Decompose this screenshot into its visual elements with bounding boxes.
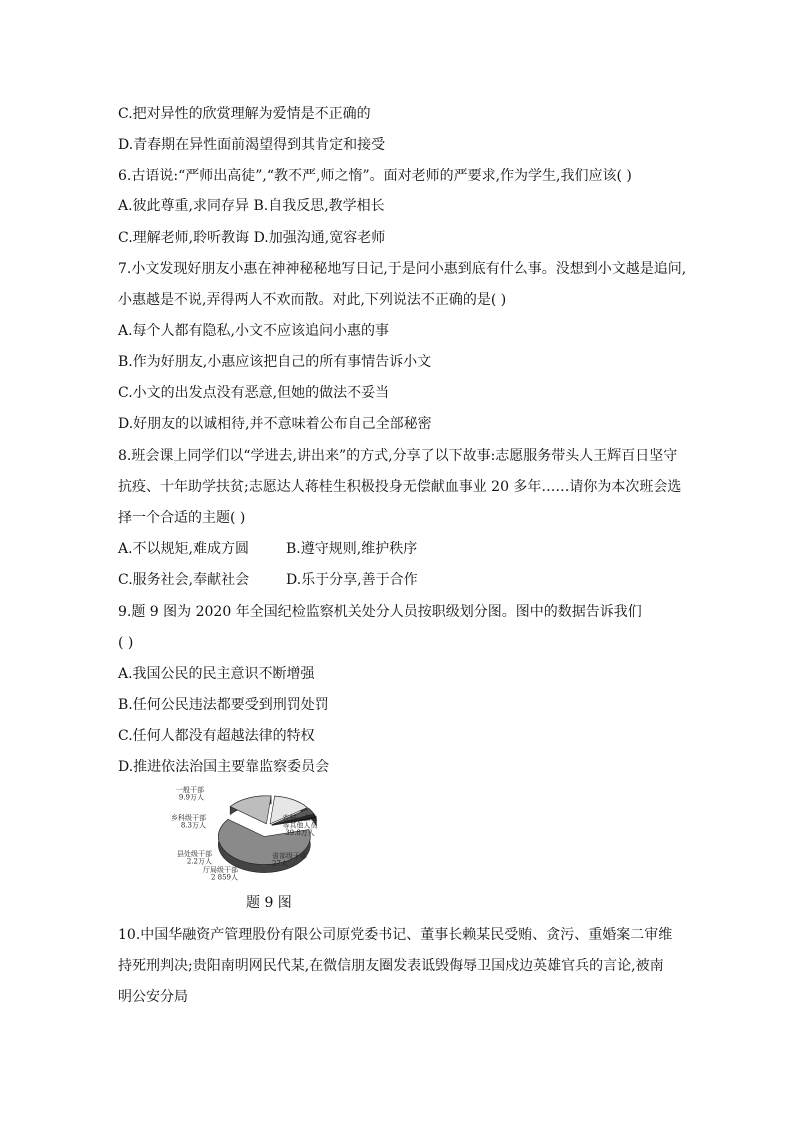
pie-label-5-0: 省部级干部 [272, 852, 307, 860]
q7-stem-line2: 小惠越是不说,弄得两人不欢而散。对此,下列说法不正确的是( ) [118, 292, 507, 308]
q8-stem-line2: 抗疫、十年助学扶贫;志愿达人蒋桂生积极投身无偿献血事业 20 多年……请你为本次班会选 [118, 479, 682, 495]
q7-option-c: C.小文的出发点没有恶意,但她的做法不妥当 [118, 385, 390, 401]
q7-stem-line1: 7.小文发现好朋友小惠在神神秘秘地写日记,于是问小惠到底有什么事。没想到小文越是追问, [118, 261, 687, 277]
pie-chart-svg [160, 782, 400, 882]
pie-label-3-1: 2.2万人 [186, 857, 212, 866]
q8-stem-line3: 择一个合适的主题( ) [118, 510, 246, 526]
q8-option-c: C.服务社会,奉献社会 [118, 572, 250, 588]
q6-options-ab: A.彼此尊重,求同存异 B.自我反思,教学相长 [118, 198, 385, 214]
q8-option-a: A.不以规矩,难成方圆 [118, 541, 250, 557]
q10-stem-line1: 10.中国华融资产管理股份有限公司原党委书记、董事长赖某民受贿、贪污、重婚案二审维 [118, 927, 673, 943]
pie-label-0-0: 农村、企业 [282, 814, 318, 822]
pie-label-2-0: 乡科级干部 [171, 814, 206, 822]
q9-option-a: A.我国公民的民主意识不断增强 [118, 666, 315, 682]
pie-label-4-0: 厅局级干部 [203, 866, 238, 874]
pie-label-4-1: 2 859人 [210, 873, 238, 882]
q9-option-c: C.任何人都没有超越法律的特权 [118, 728, 315, 744]
pie-slice-1 [230, 796, 271, 824]
pie-label-3-0: 县处级干部 [177, 850, 212, 858]
q10-stem-line2: 持死刑判决;贵阳南明网民代某,在微信朋友圈发表诋毁侮辱卫国戍边英雄官兵的言论,被南 [118, 958, 664, 974]
q9-stem-line2: ( ) [118, 635, 134, 651]
q5-option-c: C.把对异性的欣赏理解为爱情是不正确的 [118, 106, 371, 122]
q7-option-d: D.好朋友的以诚相待,并不意味着公布自己全部秘密 [118, 416, 432, 432]
q6-stem: 6.古语说:“严师出高徒”,“教不严,师之惰”。面对老师的严要求,作为学生,我们应该( ) [118, 168, 632, 184]
pie-label-1-1: 9.9万人 [178, 793, 204, 802]
q7-option-b: B.作为好朋友,小惠应该把自己的所有事情告诉小文 [118, 354, 432, 370]
q8-option-b: B.遵守规则,维护秩序 [286, 541, 418, 557]
q9-option-d: D.推进依法治国主要靠监察委员会 [118, 759, 330, 775]
q7-option-a: A.每个人都有隐私,小文不应该追问小惠的事 [118, 323, 390, 339]
q9-stem-line1: 9.题 9 图为 2020 年全国纪检监察机关处分人员按职级划分图。图中的数据告诉我们 [118, 604, 642, 620]
q8-option-d: D.乐于分享,善于合作 [286, 572, 418, 588]
q5-option-d: D.青春期在异性面前渴望得到其肯定和接受 [118, 137, 386, 153]
pie-label-5-1: 27人 [272, 859, 288, 868]
q9-option-b: B.任何公民违法都要受到刑罚处罚 [118, 697, 329, 713]
q9-pie-chart [160, 782, 400, 882]
q8-stem-line1: 8.班会课上同学们以“学进去,讲出来”的方式,分享了以下故事:志愿服务带头人王辉百日坚守 [118, 448, 678, 464]
pie-label-0-2: 39.8万人 [285, 829, 315, 837]
pie-label-0-1: 等其他人员 [282, 821, 318, 830]
q10-stem-line3: 明公安分局 [118, 989, 188, 1005]
pie-label-2-1: 8.3万人 [180, 821, 206, 830]
q6-options-cd: C.理解老师,聆听教诲 D.加强沟通,宽容老师 [118, 230, 386, 246]
pie-label-1-0: 一般干部 [176, 786, 204, 794]
q9-figure-caption: 题 9 图 [246, 895, 292, 911]
